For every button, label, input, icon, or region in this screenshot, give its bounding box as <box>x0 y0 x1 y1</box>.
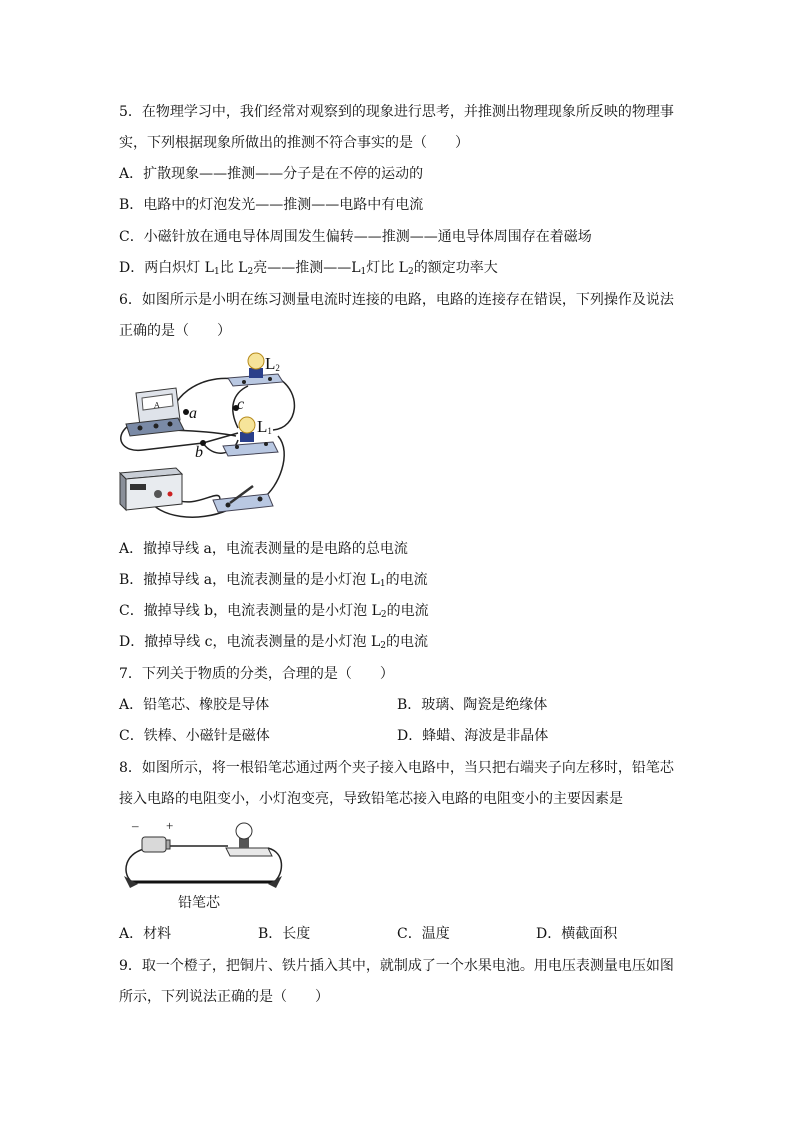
q5-option-b: B．电路中的灯泡发光——推测——电路中有电流 <box>119 197 424 213</box>
q6-circuit-figure <box>118 348 298 528</box>
minus-label: – <box>132 818 139 833</box>
q8-stem-line2: 接入电路的电阻变小，小灯泡变亮，导致铅笔芯接入电路的电阻变小的主要因素是 <box>119 791 623 807</box>
ammeter-label: A <box>154 401 160 410</box>
q7-stem: 7．下列关于物质的分类，合理的是（ ） <box>119 666 394 682</box>
q5-option-d: D．两白炽灯 $L_1$比 $L_2$亮——推测$——L_1$灯比 $L_2$的额定功率大 <box>119 260 498 277</box>
ammeter-icon <box>126 388 184 436</box>
q6-option-a: A．撤掉导线 a，电流表测量的是电路的总电流 <box>119 541 408 557</box>
label-a: a <box>189 405 197 422</box>
pencil-lead-caption: 铅笔芯 <box>178 895 220 911</box>
label-b: b <box>195 444 203 461</box>
plus-label: + <box>166 818 174 833</box>
q7-option-d: D．蜂蜡、海波是非晶体 <box>397 728 549 744</box>
label-l2: $L_2$ <box>265 354 280 373</box>
q6-option-d: D．撤掉导线 c，电流表测量的是小灯泡 $L_2$的电流 <box>119 634 428 651</box>
q9-stem-line2: 所示，下列说法正确的是（ ） <box>119 989 329 1005</box>
q5-stem-line1: 5．在物理学习中，我们经常对观察到的现象进行思考，并推测出物理现象所反映的物理事 <box>119 104 674 120</box>
q7-option-b: B．玻璃、陶瓷是绝缘体 <box>397 697 548 713</box>
q6-stem-line2: 正确的是（ ） <box>119 323 231 339</box>
q6-stem-line1: 6．如图所示是小明在练习测量电流时连接的电路，电路的连接存在错误，下列操作及说法 <box>119 292 674 308</box>
q5-option-a: A．扩散现象——推测——分子是在不停的运动的 <box>119 166 424 182</box>
pencil-lead-icon <box>124 876 282 888</box>
q6-option-c: C．撤掉导线 b，电流表测量的是小灯泡 $L_2$的电流 <box>119 603 429 620</box>
q8-option-a: A．材料 <box>119 926 172 942</box>
q8-stem-line1: 8．如图所示，将一根铅笔芯通过两个夹子接入电路中，当只把右端夹子向左移时，铅笔芯 <box>119 760 674 776</box>
q5-option-c: C．小磁针放在通电导体周围发生偏转——推测——通电导体周围存在着磁场 <box>119 229 592 245</box>
q5-stem-line2: 实，下列根据现象所做出的推测不符合事实的是（ ） <box>119 135 469 151</box>
q8-option-c: C．温度 <box>397 926 450 942</box>
q8-option-d: D．横截面积 <box>536 926 618 942</box>
label-c: c <box>237 396 245 413</box>
q7-option-c: C．铁棒、小磁针是磁体 <box>119 728 270 744</box>
power-supply-icon <box>120 468 182 510</box>
label-l1: $L_1$ <box>257 417 272 436</box>
bulb-icon <box>226 823 272 856</box>
battery-icon <box>142 837 170 852</box>
q7-option-a: A．铅笔芯、橡胶是导体 <box>119 697 270 713</box>
switch-icon <box>213 486 273 512</box>
q8-circuit-figure <box>118 818 288 914</box>
q9-stem-line1: 9．取一个橙子，把铜片、铁片插入其中，就制成了一个水果电池。用电压表测量电压如图 <box>119 958 674 974</box>
q6-option-b: B．撤掉导线 a，电流表测量的是小灯泡 $L_1$的电流 <box>119 572 428 589</box>
q8-option-b: B．长度 <box>258 926 311 942</box>
